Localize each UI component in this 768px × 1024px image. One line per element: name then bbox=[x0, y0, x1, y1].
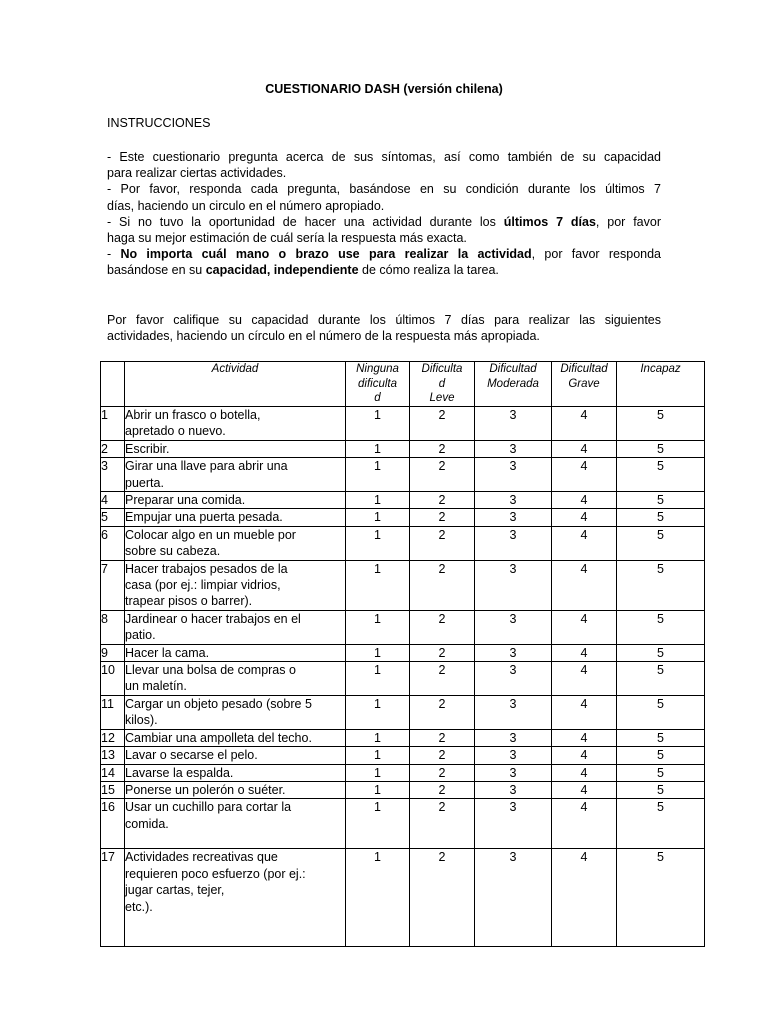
rating-severe[interactable]: 4 bbox=[552, 440, 617, 457]
row-activity bbox=[125, 799, 346, 849]
instruction-4-line-1: - No importa cuál mano o brazo use para realizar la actividad, por favor responda bbox=[107, 247, 661, 262]
rating-none[interactable]: 1 bbox=[346, 729, 410, 746]
rating-mild[interactable]: 2 bbox=[410, 849, 475, 947]
rating-none[interactable]: 1 bbox=[346, 406, 410, 440]
rating-unable[interactable]: 5 bbox=[617, 662, 705, 696]
rating-moderate[interactable]: 3 bbox=[475, 492, 552, 509]
activity-line: Escribir. bbox=[125, 441, 170, 456]
row-number: 13 bbox=[101, 747, 125, 764]
table-row bbox=[101, 799, 705, 849]
rating-mild[interactable]: 2 bbox=[410, 492, 475, 509]
rating-moderate[interactable]: 3 bbox=[475, 644, 552, 661]
table-row bbox=[101, 781, 705, 798]
activity-line: Hacer la cama. bbox=[125, 645, 210, 660]
rating-mild[interactable]: 2 bbox=[410, 695, 475, 729]
dash-table bbox=[100, 361, 705, 947]
activity-line: Abrir un frasco o botella, bbox=[125, 407, 261, 422]
table-body bbox=[101, 406, 705, 947]
activity-line: Empujar una puerta pesada. bbox=[125, 510, 283, 525]
rating-severe[interactable]: 4 bbox=[552, 526, 617, 560]
row-number: 11 bbox=[101, 695, 125, 729]
rating-moderate[interactable]: 3 bbox=[475, 406, 552, 440]
rating-mild[interactable]: 2 bbox=[410, 458, 475, 492]
activity-line: Llevar una bolsa de compras o bbox=[125, 663, 296, 678]
instruction-3-line-1: - Si no tuvo la oportunidad de hacer una actividad durante los últimos 7 días, por favor bbox=[107, 214, 661, 229]
rating-moderate[interactable]: 3 bbox=[475, 799, 552, 849]
rating-mild[interactable]: 2 bbox=[410, 747, 475, 764]
rating-mild[interactable]: 2 bbox=[410, 781, 475, 798]
rating-none[interactable]: 1 bbox=[346, 509, 410, 526]
header-unable: Incapaz bbox=[617, 362, 705, 407]
row-activity bbox=[125, 849, 346, 947]
rating-unable[interactable]: 5 bbox=[617, 644, 705, 661]
rating-moderate[interactable]: 3 bbox=[475, 440, 552, 457]
table-row bbox=[101, 644, 705, 661]
row-activity bbox=[125, 729, 346, 746]
activity-line: etc.). bbox=[125, 899, 153, 914]
activity-line: Usar un cuchillo para cortar la bbox=[125, 800, 292, 815]
header-moderate: Dificultad Moderada bbox=[475, 362, 552, 407]
rating-none[interactable]: 1 bbox=[346, 662, 410, 696]
activity-line: Lavarse la espalda. bbox=[125, 765, 234, 780]
rating-mild[interactable]: 2 bbox=[410, 526, 475, 560]
rating-severe[interactable]: 4 bbox=[552, 644, 617, 661]
instructions-block bbox=[107, 149, 661, 279]
rating-none[interactable]: 1 bbox=[346, 764, 410, 781]
rating-moderate[interactable]: 3 bbox=[475, 560, 552, 610]
rating-moderate[interactable]: 3 bbox=[475, 764, 552, 781]
row-number: 16 bbox=[101, 799, 125, 849]
activity-line: Colocar algo en un mueble por bbox=[125, 527, 296, 542]
row-number: 15 bbox=[101, 781, 125, 798]
header-none: Ninguna dificulta d bbox=[346, 362, 410, 407]
instruction-1-line-2: para realizar ciertas actividades. bbox=[107, 166, 287, 181]
row-activity bbox=[125, 764, 346, 781]
rating-moderate[interactable]: 3 bbox=[475, 849, 552, 947]
row-activity bbox=[125, 747, 346, 764]
rating-severe[interactable]: 4 bbox=[552, 509, 617, 526]
rating-none[interactable]: 1 bbox=[346, 644, 410, 661]
row-activity bbox=[125, 509, 346, 526]
instruction-2-line-2: días, haciendo un circulo en el número apropiado. bbox=[107, 198, 385, 213]
rating-mild[interactable]: 2 bbox=[410, 799, 475, 849]
activity-line: puerta. bbox=[125, 475, 164, 490]
rating-intro-line-1: Por favor califique su capacidad durante los últimos 7 días para realizar las siguientes bbox=[107, 313, 661, 327]
row-activity bbox=[125, 644, 346, 661]
row-number: 12 bbox=[101, 729, 125, 746]
header-severe: Dificultad Grave bbox=[552, 362, 617, 407]
rating-none[interactable]: 1 bbox=[346, 440, 410, 457]
instruction-1-line-1: - Este cuestionario pregunta acerca de sus síntomas, así como también de su capacidad bbox=[107, 150, 661, 164]
table-row bbox=[101, 764, 705, 781]
rating-unable[interactable]: 5 bbox=[617, 799, 705, 849]
rating-mild[interactable]: 2 bbox=[410, 729, 475, 746]
table-row bbox=[101, 492, 705, 509]
rating-unable[interactable]: 5 bbox=[617, 458, 705, 492]
rating-moderate[interactable]: 3 bbox=[475, 662, 552, 696]
rating-severe[interactable]: 4 bbox=[552, 458, 617, 492]
rating-unable[interactable]: 5 bbox=[617, 764, 705, 781]
table-row bbox=[101, 695, 705, 729]
row-number: 1 bbox=[101, 406, 125, 440]
rating-moderate[interactable]: 3 bbox=[475, 729, 552, 746]
activity-line: Preparar una comida. bbox=[125, 493, 246, 507]
activity-line: Cargar un objeto pesado (sobre 5 bbox=[125, 696, 312, 711]
instruction-4-line-2: basándose en su capacidad, independiente de cómo realiza la tarea. bbox=[107, 263, 499, 278]
rating-mild[interactable]: 2 bbox=[410, 662, 475, 696]
rating-unable[interactable]: 5 bbox=[617, 526, 705, 560]
rating-moderate[interactable]: 3 bbox=[475, 458, 552, 492]
rating-unable[interactable]: 5 bbox=[617, 610, 705, 644]
header-number bbox=[101, 362, 125, 407]
row-number: 3 bbox=[101, 458, 125, 492]
table-row bbox=[101, 729, 705, 746]
table-row bbox=[101, 406, 705, 440]
row-number: 14 bbox=[101, 764, 125, 781]
rating-mild[interactable]: 2 bbox=[410, 560, 475, 610]
activity-line: requieren poco esfuerzo (por ej.: bbox=[125, 866, 306, 881]
table-row bbox=[101, 610, 705, 644]
rating-unable[interactable]: 5 bbox=[617, 849, 705, 947]
rating-mild[interactable]: 2 bbox=[410, 610, 475, 644]
row-number: 7 bbox=[101, 560, 125, 610]
rating-unable[interactable]: 5 bbox=[617, 509, 705, 526]
rating-intro-line-2: actividades, haciendo un círculo en el número de la respuesta más apropiada. bbox=[107, 329, 540, 344]
page-title: CUESTIONARIO DASH (versión chilena) bbox=[265, 82, 503, 96]
rating-none[interactable]: 1 bbox=[346, 799, 410, 849]
rating-severe[interactable]: 4 bbox=[552, 695, 617, 729]
rating-severe[interactable]: 4 bbox=[552, 662, 617, 696]
row-activity bbox=[125, 458, 346, 492]
table-row bbox=[101, 849, 705, 947]
row-activity bbox=[125, 526, 346, 560]
rating-none[interactable]: 1 bbox=[346, 610, 410, 644]
row-number: 6 bbox=[101, 526, 125, 560]
row-number: 10 bbox=[101, 662, 125, 696]
activity-line: Lavar o secarse el pelo. bbox=[125, 748, 258, 763]
table-row bbox=[101, 458, 705, 492]
rating-unable[interactable]: 5 bbox=[617, 440, 705, 457]
rating-severe[interactable]: 4 bbox=[552, 849, 617, 947]
row-activity bbox=[125, 560, 346, 610]
rating-severe[interactable]: 4 bbox=[552, 406, 617, 440]
activity-line: sobre su cabeza. bbox=[125, 544, 221, 559]
table-header-row bbox=[101, 362, 705, 407]
activity-line: Hacer trabajos pesados de la bbox=[125, 561, 288, 576]
activity-line: apretado o nuevo. bbox=[125, 424, 226, 439]
rating-unable[interactable]: 5 bbox=[617, 406, 705, 440]
activity-line: patio. bbox=[125, 628, 156, 643]
rating-moderate[interactable]: 3 bbox=[475, 747, 552, 764]
rating-unable[interactable]: 5 bbox=[617, 781, 705, 798]
rating-none[interactable]: 1 bbox=[346, 526, 410, 560]
rating-none[interactable]: 1 bbox=[346, 560, 410, 610]
rating-mild[interactable]: 2 bbox=[410, 764, 475, 781]
rating-severe[interactable]: 4 bbox=[552, 729, 617, 746]
row-activity bbox=[125, 440, 346, 457]
rating-severe[interactable]: 4 bbox=[552, 747, 617, 764]
row-activity bbox=[125, 695, 346, 729]
rating-moderate[interactable]: 3 bbox=[475, 610, 552, 644]
rating-intro bbox=[107, 312, 661, 344]
rating-unable[interactable]: 5 bbox=[617, 492, 705, 509]
rating-none[interactable]: 1 bbox=[346, 492, 410, 509]
row-activity bbox=[125, 492, 346, 509]
row-number: 17 bbox=[101, 849, 125, 947]
row-number: 2 bbox=[101, 440, 125, 457]
table-row bbox=[101, 509, 705, 526]
activity-line: trapear pisos o barrer). bbox=[125, 594, 253, 609]
rating-none[interactable]: 1 bbox=[346, 849, 410, 947]
rating-mild[interactable]: 2 bbox=[410, 406, 475, 440]
activity-line: kilos). bbox=[125, 713, 158, 728]
table-row bbox=[101, 440, 705, 457]
row-activity bbox=[125, 610, 346, 644]
activity-line: un maletín. bbox=[125, 679, 187, 694]
table-row bbox=[101, 526, 705, 560]
rating-mild[interactable]: 2 bbox=[410, 644, 475, 661]
activity-line: jugar cartas, tejer, bbox=[125, 883, 225, 898]
rating-moderate[interactable]: 3 bbox=[475, 781, 552, 798]
table-row bbox=[101, 747, 705, 764]
row-number: 9 bbox=[101, 644, 125, 661]
instruction-2-line-1: - Por favor, responda cada pregunta, basándose en su condición durante los últimos 7 bbox=[107, 182, 661, 197]
header-activity: Actividad bbox=[125, 362, 346, 407]
activity-line: Girar una llave para abrir una bbox=[125, 459, 288, 474]
rating-unable[interactable]: 5 bbox=[617, 695, 705, 729]
rating-severe[interactable]: 4 bbox=[552, 781, 617, 798]
rating-severe[interactable]: 4 bbox=[552, 492, 617, 509]
rating-moderate[interactable]: 3 bbox=[475, 509, 552, 526]
rating-severe[interactable]: 4 bbox=[552, 799, 617, 849]
row-number: 4 bbox=[101, 492, 125, 509]
activity-line: Actividades recreativas que bbox=[125, 850, 278, 865]
rating-none[interactable]: 1 bbox=[346, 695, 410, 729]
activity-line: Jardinear o hacer trabajos en el bbox=[125, 611, 301, 626]
activity-line: casa (por ej.: limpiar vidrios, bbox=[125, 578, 281, 593]
row-number: 5 bbox=[101, 509, 125, 526]
rating-unable[interactable]: 5 bbox=[617, 729, 705, 746]
rating-mild[interactable]: 2 bbox=[410, 440, 475, 457]
table-row bbox=[101, 662, 705, 696]
rating-mild[interactable]: 2 bbox=[410, 509, 475, 526]
rating-severe[interactable]: 4 bbox=[552, 560, 617, 610]
activity-line: Ponerse un polerón o suéter. bbox=[125, 782, 286, 797]
activity-line: Cambiar una ampolleta del techo. bbox=[125, 730, 312, 745]
instruction-3-line-2: haga su mejor estimación de cuál sería la respuesta más exacta. bbox=[107, 231, 467, 246]
rating-unable[interactable]: 5 bbox=[617, 560, 705, 610]
rating-none[interactable]: 1 bbox=[346, 747, 410, 764]
rating-unable[interactable]: 5 bbox=[617, 747, 705, 764]
rating-moderate[interactable]: 3 bbox=[475, 695, 552, 729]
header-mild: Dificulta d Leve bbox=[410, 362, 475, 407]
row-number: 8 bbox=[101, 610, 125, 644]
activity-line: comida. bbox=[125, 816, 169, 831]
rating-severe[interactable]: 4 bbox=[552, 764, 617, 781]
rating-severe[interactable]: 4 bbox=[552, 610, 617, 644]
instructions-heading: INSTRUCCIONES bbox=[107, 116, 211, 130]
rating-none[interactable]: 1 bbox=[346, 781, 410, 798]
row-activity bbox=[125, 406, 346, 440]
table-row bbox=[101, 560, 705, 610]
row-activity bbox=[125, 781, 346, 798]
rating-moderate[interactable]: 3 bbox=[475, 526, 552, 560]
row-activity bbox=[125, 662, 346, 696]
rating-none[interactable]: 1 bbox=[346, 458, 410, 492]
